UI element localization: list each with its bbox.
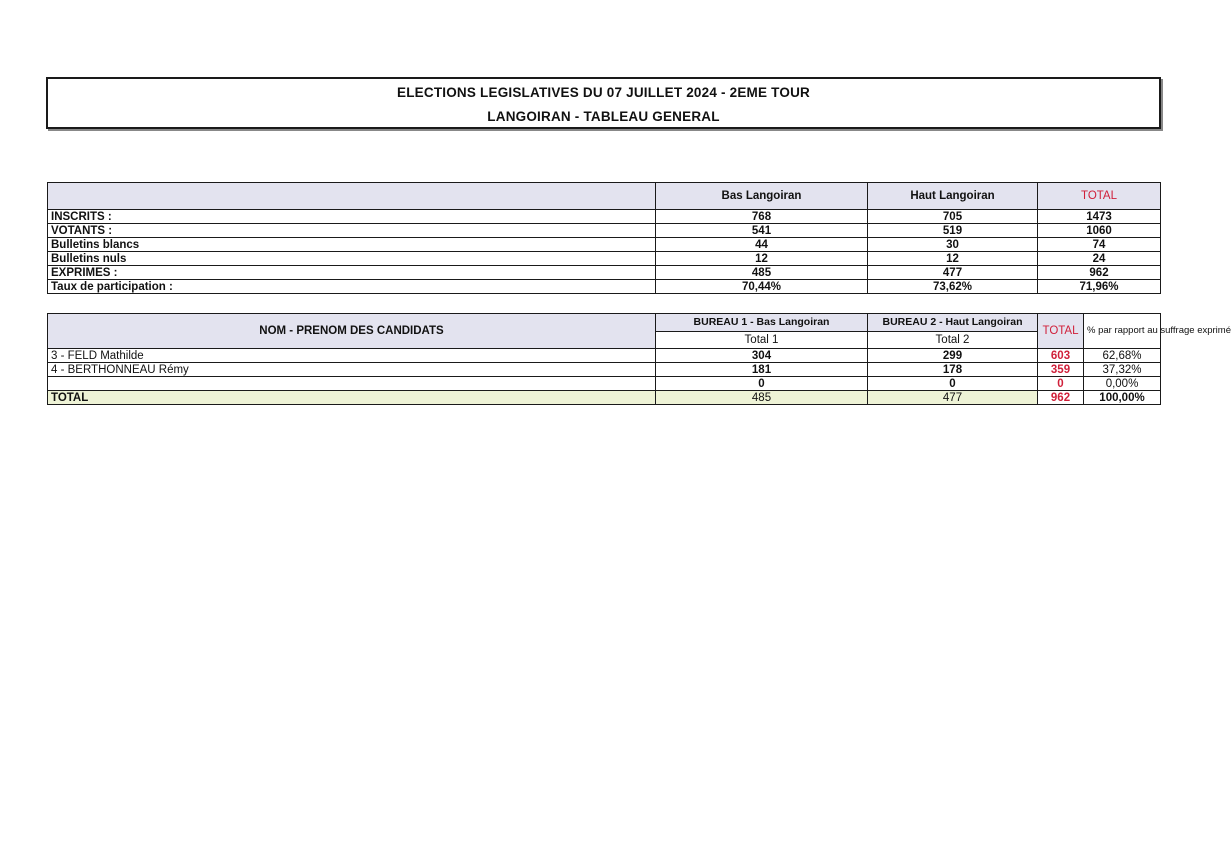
cell-value: 768 [656, 210, 868, 224]
row-label: VOTANTS : [48, 224, 656, 238]
cell-value: 1473 [1038, 210, 1161, 224]
column-header-total: TOTAL [1038, 183, 1161, 210]
candidates-total-header: TOTAL [1038, 314, 1084, 349]
summary-header-row [48, 183, 1161, 210]
bureau-1-header: BUREAU 1 - Bas Langoiran [656, 314, 868, 332]
candidates-header-row-1 [48, 314, 1161, 332]
candidate-row [48, 349, 1161, 363]
row-label: EXPRIMES : [48, 266, 656, 280]
row-label: INSCRITS : [48, 210, 656, 224]
cell-bureau-2: 299 [868, 349, 1038, 363]
cell-total: 359 [1038, 363, 1084, 377]
grand-total: 962 [1038, 391, 1084, 405]
summary-table [47, 182, 1161, 294]
candidate-row [48, 363, 1161, 377]
summary-header-blank [48, 183, 656, 210]
column-header-bas-langoiran: Bas Langoiran [656, 183, 868, 210]
cell-value: 12 [656, 252, 868, 266]
cell-bureau-1: 181 [656, 363, 868, 377]
cell-pct: 0,00% [1084, 377, 1161, 391]
cell-value: 73,62% [868, 280, 1038, 294]
cell-pct: 62,68% [1084, 349, 1161, 363]
row-label: Bulletins blancs [48, 238, 656, 252]
column-header-haut-langoiran: Haut Langoiran [868, 183, 1038, 210]
summary-row-participation [48, 280, 1161, 294]
total-bureau-1: 485 [656, 391, 868, 405]
document-subtitle: LANGOIRAN - TABLEAU GENERAL [487, 109, 720, 124]
candidate-name: 3 - FELD Mathilde [48, 349, 656, 363]
cell-bureau-2: 0 [868, 377, 1038, 391]
cell-value: 541 [656, 224, 868, 238]
summary-row-votants [48, 224, 1161, 238]
cell-value: 477 [868, 266, 1038, 280]
cell-value: 71,96% [1038, 280, 1161, 294]
candidate-name [48, 377, 656, 391]
title-box [46, 77, 1161, 129]
document-title: ELECTIONS LEGISLATIVES DU 07 JUILLET 2024 - 2EME TOUR [397, 85, 810, 100]
total-pct: 100,00% [1084, 391, 1161, 405]
row-label: Taux de participation : [48, 280, 656, 294]
cell-value: 24 [1038, 252, 1161, 266]
cell-value: 12 [868, 252, 1038, 266]
total-2-header: Total 2 [868, 331, 1038, 349]
cell-value: 1060 [1038, 224, 1161, 238]
cell-pct: 37,32% [1084, 363, 1161, 377]
cell-value: 962 [1038, 266, 1161, 280]
cell-value: 30 [868, 238, 1038, 252]
total-1-header: Total 1 [656, 331, 868, 349]
summary-row-exprimes [48, 266, 1161, 280]
cell-total: 603 [1038, 349, 1084, 363]
row-label: Bulletins nuls [48, 252, 656, 266]
total-bureau-2: 477 [868, 391, 1038, 405]
candidate-name: 4 - BERTHONNEAU Rémy [48, 363, 656, 377]
total-row-label: TOTAL [48, 391, 656, 405]
cell-bureau-2: 178 [868, 363, 1038, 377]
bureau-2-header: BUREAU 2 - Haut Langoiran [868, 314, 1038, 332]
cell-value: 705 [868, 210, 1038, 224]
cell-value: 485 [656, 266, 868, 280]
cell-bureau-1: 0 [656, 377, 868, 391]
summary-row-inscrits [48, 210, 1161, 224]
cell-total: 0 [1038, 377, 1084, 391]
candidates-name-header: NOM - PRENOM DES CANDIDATS [48, 314, 656, 349]
candidate-row [48, 377, 1161, 391]
cell-value: 519 [868, 224, 1038, 238]
candidates-total-row [48, 391, 1161, 405]
cell-value: 74 [1038, 238, 1161, 252]
summary-row-blancs [48, 238, 1161, 252]
summary-row-nuls [48, 252, 1161, 266]
cell-value: 70,44% [656, 280, 868, 294]
pct-header: % par rapport au suffrage exprimé [1084, 314, 1161, 349]
candidates-table [47, 313, 1231, 405]
cell-bureau-1: 304 [656, 349, 868, 363]
cell-value: 44 [656, 238, 868, 252]
